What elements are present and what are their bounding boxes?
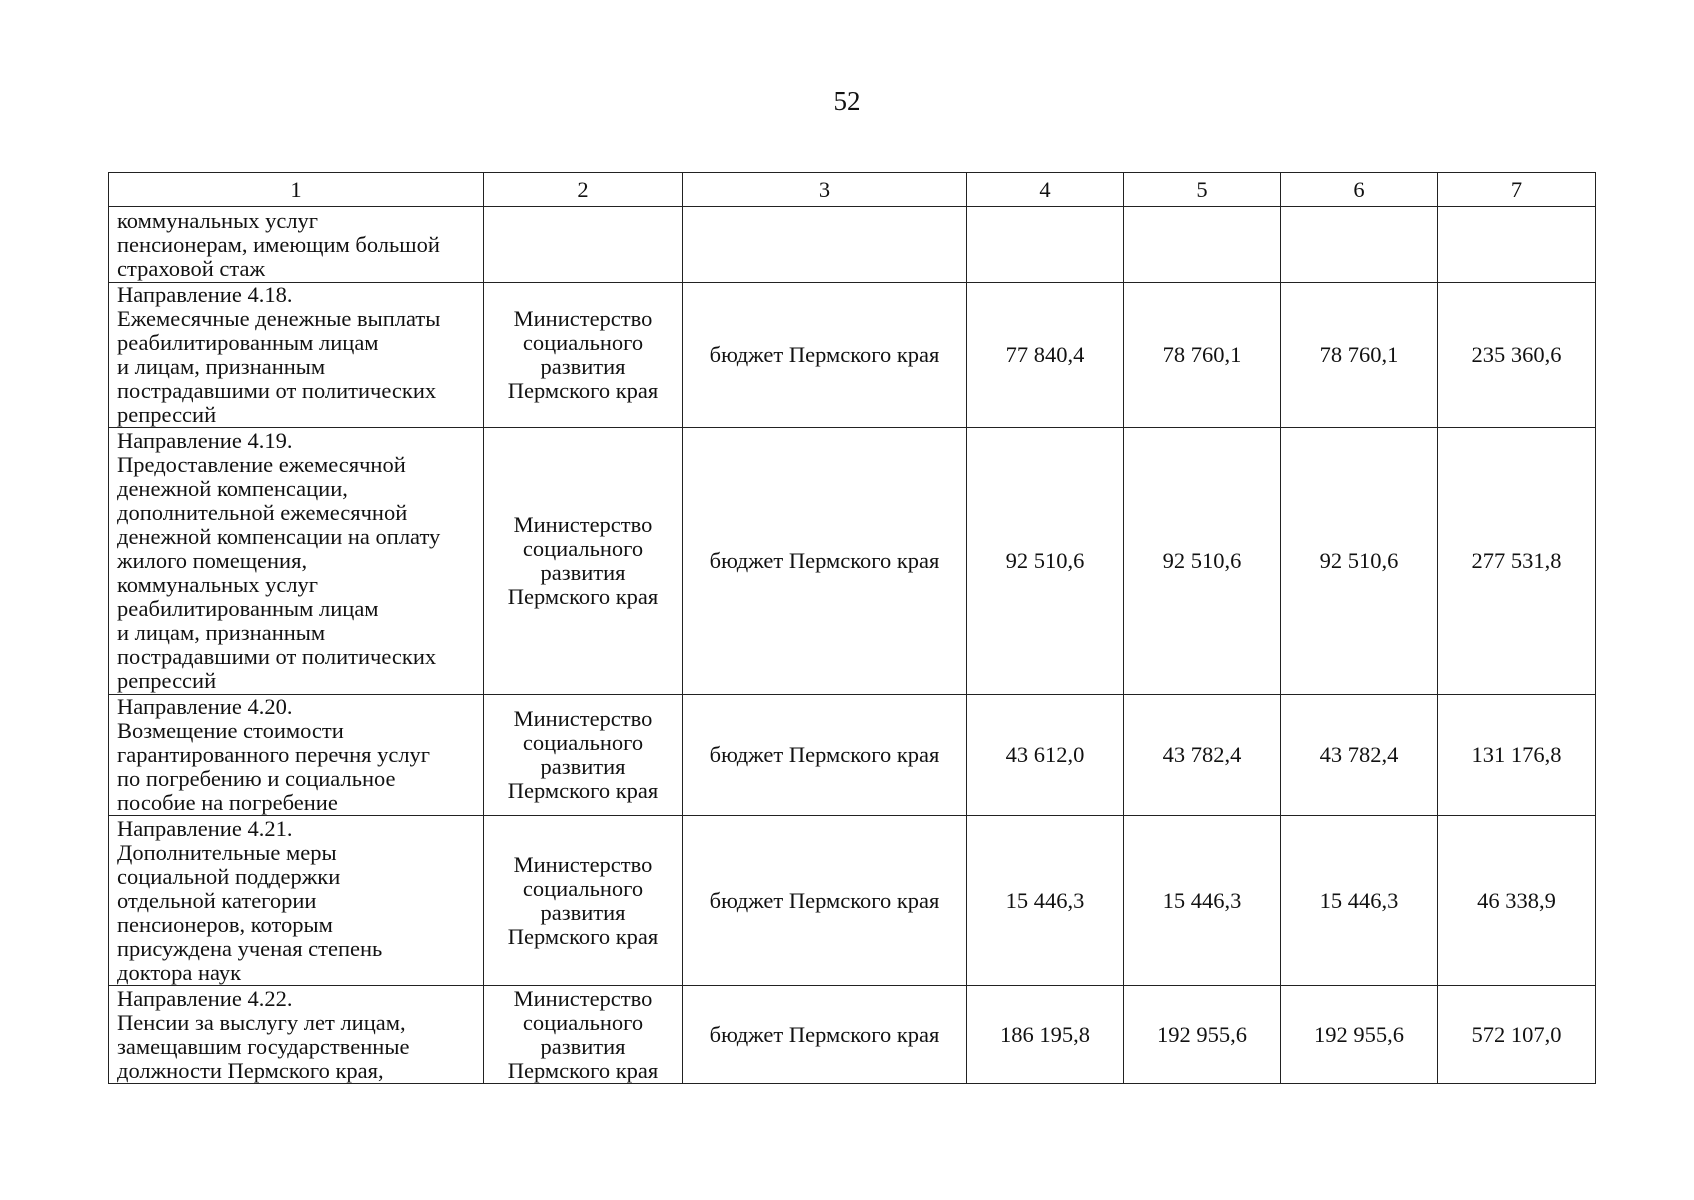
responsible-executor [484,428,683,695]
text-line: Пермского края [507,378,659,403]
column-header: 2 [484,173,683,207]
responsible-executor [484,816,683,986]
value-col-4: 15 446,3 [967,816,1124,986]
text-line: коммунальных услуг [117,572,319,597]
text-line: и лицам, признанным [117,620,326,645]
value-col-5: 92 510,6 [1124,428,1281,695]
text-line: Пермского края [507,923,659,949]
text-line: Направление 4.20. [117,694,293,719]
text-line: Министерство [513,306,653,331]
value-col-5 [1124,207,1281,283]
value-col-6: 192 955,6 [1281,986,1438,1084]
text-line: страховой стаж [117,255,265,281]
funding-source: бюджет Пермского края [683,428,967,695]
text-line: по погребению и социальное [117,766,396,791]
text-line: и лицам, признанным [117,354,326,379]
value-col-7 [1438,207,1596,283]
text-line: социального [522,330,644,355]
value-col-6 [1281,207,1438,283]
text-line: гарантированного перечня услуг [117,742,431,767]
column-header: 1 [109,173,484,207]
text-line: Министерство [513,512,653,537]
text-line: Направление 4.19. [117,428,293,453]
value-col-7: 131 176,8 [1438,695,1596,816]
page-number: 52 [833,86,861,116]
text-line: развития [540,754,626,779]
funding-source: бюджет Пермского края [683,986,967,1084]
text-line: реабилитированным лицам [117,330,379,355]
funding-source: бюджет Пермского края [683,283,967,428]
responsible-executor [484,207,683,283]
value-col-5: 78 760,1 [1124,283,1281,428]
text-line: Пермского края [507,778,659,803]
text-line: Дополнительные меры [117,839,337,865]
text-line: жилого помещения, [117,548,308,573]
value-col-7: 572 107,0 [1438,986,1596,1084]
column-header: 3 [683,173,967,207]
text-line: Пенсии за выслугу лет лицам, [117,1009,406,1035]
text-line: пенсионеров, которым [117,911,333,937]
text-line: развития [540,899,626,925]
text-line: Пермского края [507,584,659,609]
text-line: пособие на погребение [117,790,338,815]
value-col-6: 78 760,1 [1281,283,1438,428]
text-line: Возмещение стоимости [117,718,344,743]
budget-table [108,172,1596,1084]
column-header: 6 [1281,173,1438,207]
funding-source [683,207,967,283]
text-line: Направление 4.21. [117,815,293,841]
text-line: должности Пермского края, [117,1057,384,1083]
table-row [109,207,1596,283]
value-col-5: 192 955,6 [1124,986,1281,1084]
value-col-4: 186 195,8 [967,986,1124,1084]
value-col-5: 15 446,3 [1124,816,1281,986]
direction-description [109,986,484,1084]
value-col-6: 43 782,4 [1281,695,1438,816]
text-line: Предоставление ежемесячной [117,452,406,477]
value-col-4: 92 510,6 [967,428,1124,695]
responsible-executor [484,283,683,428]
text-line: развития [540,560,626,585]
text-line: денежной компенсации на оплату [117,524,441,549]
text-line: присуждена ученая степень [117,935,383,961]
text-line: репрессий [117,668,217,693]
funding-source: бюджет Пермского края [683,816,967,986]
text-line: социальной поддержки [117,863,341,889]
text-line: доктора наук [117,959,242,985]
responsible-executor [484,986,683,1084]
text-line: реабилитированным лицам [117,596,379,621]
text-line: социального [522,1009,644,1035]
text-line: развития [540,354,626,379]
responsible-executor [484,695,683,816]
table-row [109,283,1596,428]
direction-description [109,695,484,816]
text-line: Министерство [513,851,653,877]
column-header: 5 [1124,173,1281,207]
text-line: пенсионерам, имеющим большой [117,231,440,257]
value-col-4 [967,207,1124,283]
text-line: социального [522,536,644,561]
table-row [109,695,1596,816]
column-header: 7 [1438,173,1596,207]
text-line: Министерство [513,985,653,1011]
value-col-6: 15 446,3 [1281,816,1438,986]
text-line: денежной компенсации, [117,476,348,501]
value-col-4: 77 840,4 [967,283,1124,428]
direction-description [109,207,484,283]
table-row [109,428,1596,695]
text-line: Ежемесячные денежные выплаты [117,306,441,331]
text-line: пострадавшими от политических [117,378,437,403]
text-line: Пермского края [507,1057,659,1083]
direction-description [109,283,484,428]
text-line: дополнительной ежемесячной [117,500,408,525]
text-line: социального [522,730,644,755]
header-row [109,173,1596,207]
value-col-7: 235 360,6 [1438,283,1596,428]
text-line: Направление 4.22. [117,985,293,1011]
text-line: замещавшим государственные [117,1033,410,1059]
text-line: развития [540,1033,626,1059]
text-line: репрессий [117,402,217,427]
table-row [109,816,1596,986]
direction-description [109,816,484,986]
value-col-4: 43 612,0 [967,695,1124,816]
text-line: социального [522,875,644,901]
text-line: коммунальных услуг [117,207,319,233]
value-col-6: 92 510,6 [1281,428,1438,695]
text-line: Направление 4.18. [117,282,293,307]
text-line: пострадавшими от политических [117,644,437,669]
funding-source: бюджет Пермского края [683,695,967,816]
direction-description [109,428,484,695]
table-row [109,986,1596,1084]
value-col-7: 46 338,9 [1438,816,1596,986]
text-line: отдельной категории [117,887,317,913]
column-header: 4 [967,173,1124,207]
text-line: Министерство [513,706,653,731]
value-col-5: 43 782,4 [1124,695,1281,816]
value-col-7: 277 531,8 [1438,428,1596,695]
